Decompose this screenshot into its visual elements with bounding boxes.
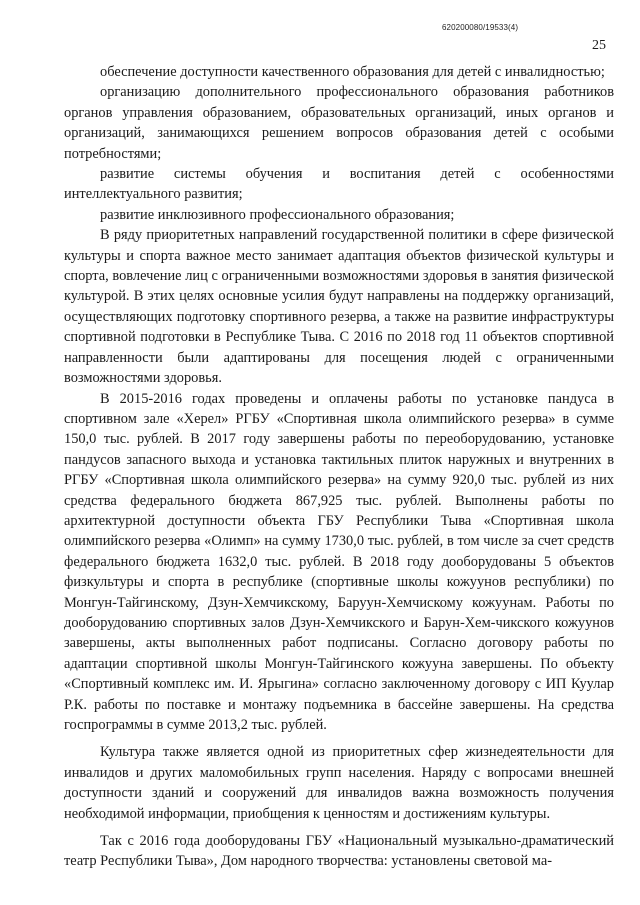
body-text [64, 62, 614, 872]
paragraph: В 2015-2016 годах проведены и оплачены работы по установке пандуса в спортивном зале «Херел» РГБУ «Спортивная школа олимпийского резерва» в сумме 150,0 тыс. рублей. В 2017 году завершены работы по переоборудованию, установке пандусов запасного выхода и установка тактильных плиток наружных и внутренних в РГБУ «Спортивная школа олимпийского резерва» на сумму 920,0 тыс. рублей из них средства федерального бюджета 867,925 тыс. рублей. Выполнены работы по архитектурной доступности объекта ГБУ Республики Тыва «Спортивная школа олимпийского резерва «Олимп» на сумму 1730,0 тыс. рублей, в том числе за счет средств федерального бюджета 1632,0 тыс. рублей. В 2018 году дооборудованы 5 объектов физкультуры и спорта в республике (спортивные школы кожуунов республики) по Монгун-Тайгинскому, Дзун-Хемчикскому, Баруун-Хемчискому кожуунам. Работы по дооборудованию спортивных залов Дзун-Хемчикского и Барун-Хем-чикского кожуунов завершены, акты выполненных работ подписаны. Согласно договору работы по адаптации спортивной школы Монгун-Тайгинского кожууна завершены. По объекту «Спортивный комплекс им. И. Ярыгина» согласно заключенному договору с ИП Куулар Р.К. работы по поставке и монтажу подъемника в бассейне завершены. На средства госпрограммы в сумме 2013,2 тыс. рублей. [64, 390, 614, 733]
paragraph: развитие инклюзивного профессионального образования; [100, 206, 455, 223]
paragraph: Так с 2016 года дооборудованы ГБУ «Национальный музыкально-драматический театр Республики Тыва», Дом народного творчества: установлены световой ма- [64, 833, 614, 870]
paragraph: В ряду приоритетных направлений государственной политики в сфере физической культуры и спорта важное место занимает адаптация объектов физической культуры и спорта, вовлечение лиц с ограниченными возможностями здоровья в занятия физической культурой. В этих целях основные усилия будут направлены на поддержку организаций, осуществляющих подготовку спортивного резерва, а также на развитие инфраструктуры спортивной подготовки в Республике Тыва. С 2016 по 2018 год 11 объектов спортивной направленности были адаптированы для посещения людей с ограниченными возможностями здоровья. [64, 227, 614, 387]
paragraph: развитие системы обучения и воспитания детей с особенностями интеллектуального развития; [64, 166, 614, 203]
document-code: 620200080/19533(4) [442, 23, 519, 32]
page-number: 25 [592, 38, 606, 53]
paragraph: Культура также является одной из приоритетных сфер жизнедеятельности для инвалидов и других маломобильных групп населения. Наряду с вопросами внешней доступности зданий и сооружений для инвалидов важна возможность получения необходимой информации, приобщения к ценностям и достижениям культуры. [64, 744, 614, 822]
paragraph: организацию дополнительного профессионального образования работников органов управления образованием, образовательных организаций, иных органов и организаций, занимающихся решением вопросов образования детей с особыми потребностями; [64, 84, 614, 162]
paragraph: обеспечение доступности качественного образования для детей с инвалидностью; [100, 64, 605, 80]
